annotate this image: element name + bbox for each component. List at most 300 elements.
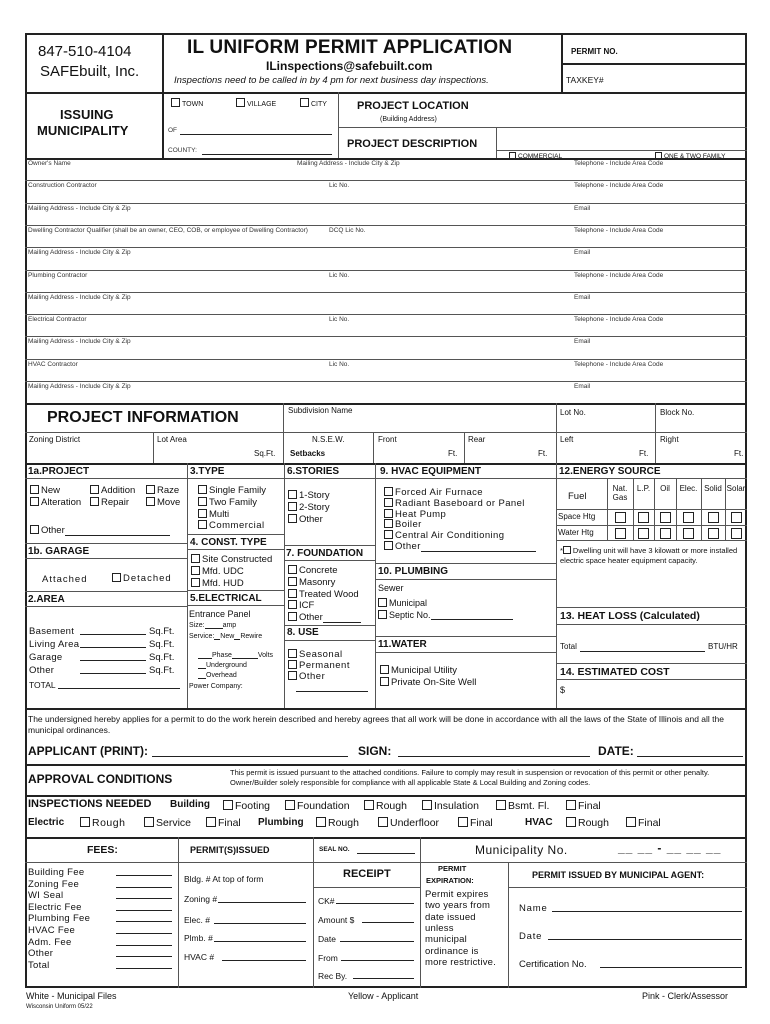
expiration-title-2: EXPIRATION: xyxy=(426,876,474,885)
other-foundation-option[interactable]: Other xyxy=(288,612,361,623)
project-location-label: PROJECT LOCATION xyxy=(357,100,469,112)
hvac-option-2[interactable] xyxy=(384,509,446,520)
divider xyxy=(655,403,656,463)
plumbing-rough-checkbox[interactable] xyxy=(316,817,326,827)
energy-checkbox-0-2[interactable] xyxy=(660,512,671,523)
divider xyxy=(556,663,747,664)
insulation-option[interactable]: Insulation xyxy=(422,800,479,812)
hvac-rough-checkbox[interactable] xyxy=(566,817,576,827)
municipal-utility-checkbox[interactable] xyxy=(380,665,389,674)
hvac-final-option[interactable]: Final xyxy=(626,817,661,829)
multi-option[interactable]: Multi xyxy=(198,509,229,520)
contact-input-field[interactable] xyxy=(28,324,568,335)
fee-label-8: Total xyxy=(28,959,50,971)
panel-size-row: Size: amp xyxy=(189,622,237,629)
electric-final-option[interactable]: Final xyxy=(206,817,241,829)
area-living-label: Living Area xyxy=(29,639,80,650)
divider xyxy=(187,534,284,535)
area-basement-field[interactable] xyxy=(80,626,146,635)
town-option[interactable]: TOWN xyxy=(171,98,203,108)
lot-area-label: Lot Area xyxy=(157,435,187,444)
energy-checkbox-1-0[interactable] xyxy=(615,528,626,539)
commercial-checkbox[interactable] xyxy=(509,152,516,159)
contact-row-divider xyxy=(25,292,747,293)
energy-checkbox-1-1[interactable] xyxy=(638,528,649,539)
site-constructed-option[interactable]: Site Constructed xyxy=(191,554,272,565)
contact-input-field[interactable] xyxy=(28,369,568,380)
single-family-option[interactable]: Single Family xyxy=(198,485,266,496)
permit-elec-field[interactable] xyxy=(214,915,306,924)
energy-checkbox-1-4[interactable] xyxy=(708,528,719,539)
fees-title: FEES: xyxy=(87,844,118,856)
other-story-checkbox[interactable] xyxy=(288,514,297,523)
divider xyxy=(284,560,375,561)
contact-mid-label: Lic No. xyxy=(329,182,350,190)
divider xyxy=(187,463,188,708)
divider xyxy=(556,540,747,541)
white-copy-label: White - Municipal Files xyxy=(26,991,117,1001)
alteration-option[interactable]: Alteration xyxy=(30,497,81,508)
addition-checkbox[interactable] xyxy=(90,485,99,494)
permit-zoning-field[interactable] xyxy=(218,894,306,903)
from-field[interactable] xyxy=(341,953,414,961)
move-checkbox[interactable] xyxy=(146,497,155,506)
lot-area-unit: Sq.Ft. xyxy=(254,449,276,458)
contact-row-divider xyxy=(25,336,747,337)
declaration-text: The undersigned hereby applies for a permit to do the work herein described and hereby agrees that all work will be done in accordance with all the laws of the State of Illinois and all the municipal ordinances. xyxy=(28,714,724,736)
other-use-checkbox[interactable] xyxy=(288,671,297,680)
energy-checkbox-1-5[interactable] xyxy=(731,528,742,539)
divider xyxy=(283,403,284,463)
form-title: IL UNIFORM PERMIT APPLICATION xyxy=(187,37,513,58)
certification-field[interactable] xyxy=(600,959,742,968)
hvac-label-1: Radiant Baseboard or Panel xyxy=(395,497,525,509)
divider xyxy=(375,563,556,564)
commercial-option[interactable]: COMMERCIAL xyxy=(509,152,562,161)
foundation-inspection-checkbox[interactable] xyxy=(285,800,295,810)
expiration-line-1: two years from xyxy=(425,900,491,912)
commercial-type-option[interactable]: Commercial xyxy=(198,520,265,531)
permits-issued-title: PERMIT(S)ISSUED xyxy=(190,845,270,855)
underground-field[interactable] xyxy=(198,663,206,669)
single-family-checkbox[interactable] xyxy=(198,485,207,494)
cost-dollar-sign: $ xyxy=(560,685,566,695)
other-foundation-checkbox[interactable] xyxy=(288,612,297,621)
divider xyxy=(338,127,747,128)
area-basement-label: Basement xyxy=(29,626,75,637)
two-family-option[interactable]: Two Family xyxy=(198,497,257,508)
permit-hvac-field[interactable] xyxy=(222,952,306,961)
other-story-option[interactable]: Other xyxy=(288,514,323,525)
plumbing-rough-option[interactable]: Rough xyxy=(316,817,359,829)
contact-right-label: Email xyxy=(574,249,591,257)
building-final-checkbox[interactable] xyxy=(566,800,576,810)
hvac-checkbox-3[interactable] xyxy=(384,519,393,528)
hvac-inspection-label: HVAC xyxy=(525,817,553,828)
energy-checkbox-1-2[interactable] xyxy=(660,528,671,539)
divider xyxy=(464,432,465,463)
divider xyxy=(25,606,187,607)
divider xyxy=(284,625,375,626)
mfd-hud-option[interactable]: Mfd. HUD xyxy=(191,578,244,589)
permit-zoning-label: Zoning # xyxy=(184,894,218,904)
seal-no-field[interactable] xyxy=(357,846,415,854)
other-use-field[interactable] xyxy=(296,686,368,692)
right-label: Right xyxy=(660,435,679,444)
municipality-no-field[interactable]: __ __ - __ __ __ xyxy=(618,841,722,855)
energy-checkbox-0-3[interactable] xyxy=(683,512,694,523)
two-story-checkbox[interactable] xyxy=(288,502,297,511)
contact-input-field[interactable] xyxy=(28,391,568,402)
area-basement-unit: Sq.Ft. xyxy=(149,626,175,637)
alteration-checkbox[interactable] xyxy=(30,497,39,506)
private-well-checkbox[interactable] xyxy=(380,677,389,686)
seasonal-checkbox[interactable] xyxy=(288,649,297,658)
divider xyxy=(25,558,187,559)
new-checkbox[interactable] xyxy=(30,485,39,494)
electric-heat-checkbox[interactable] xyxy=(563,546,571,554)
expiration-line-0: Permit expires xyxy=(425,889,489,900)
permit-no-label: PERMIT NO. xyxy=(571,47,618,56)
raze-option[interactable]: Raze xyxy=(146,485,179,496)
treated-wood-checkbox[interactable] xyxy=(288,589,297,598)
divider xyxy=(556,624,747,625)
concrete-checkbox[interactable] xyxy=(288,565,297,574)
two-story-option[interactable]: 2-Story xyxy=(288,502,330,513)
left-unit: Ft. xyxy=(639,449,649,458)
signature-field[interactable] xyxy=(398,746,590,757)
phase-field[interactable] xyxy=(198,653,212,659)
hvac-option-4[interactable] xyxy=(384,530,504,541)
electric-rough-checkbox[interactable] xyxy=(80,817,90,827)
contact-label: Mailing Address - Include City & Zip xyxy=(28,204,131,212)
contact-mid-label: Lic No. xyxy=(329,271,350,279)
divider xyxy=(25,862,747,863)
plumbing-inspection-label: Plumbing xyxy=(258,817,304,828)
service-checkbox[interactable] xyxy=(144,817,154,827)
mfd-udc-option[interactable]: Mfd. UDC xyxy=(191,566,244,577)
hvac-other-field[interactable] xyxy=(421,544,536,552)
energy-col-5: Solar xyxy=(726,484,746,493)
divider xyxy=(313,837,314,988)
date-field[interactable] xyxy=(637,746,743,757)
repair-checkbox[interactable] xyxy=(90,497,99,506)
area-total-label: TOTAL xyxy=(29,680,56,690)
building-address-label: (Building Address) xyxy=(380,116,437,123)
new-option[interactable]: New xyxy=(30,485,60,496)
hvac-checkbox-5[interactable] xyxy=(384,541,393,550)
hvac-checkbox-0[interactable] xyxy=(384,487,393,496)
insulation-checkbox[interactable] xyxy=(422,800,432,810)
footing-checkbox[interactable] xyxy=(223,800,233,810)
bsmt-fl-option[interactable]: Bsmt. Fl. xyxy=(496,800,549,812)
one-two-family-option[interactable]: ONE & TWO FAMILY xyxy=(655,152,726,161)
applicant-label: APPLICANT (PRINT): xyxy=(28,744,148,758)
area-living-field[interactable] xyxy=(80,639,146,648)
service-option[interactable]: Service xyxy=(144,817,191,829)
site-constructed-checkbox[interactable] xyxy=(191,554,200,563)
contact-input-field[interactable] xyxy=(28,168,568,179)
expiration-line-2: date issued xyxy=(425,911,476,923)
underfloor-checkbox[interactable] xyxy=(378,817,388,827)
contact-input-field[interactable] xyxy=(28,213,568,224)
municipal-utility-option[interactable]: Municipal Utility xyxy=(380,665,457,676)
fee-field-5[interactable] xyxy=(116,925,172,934)
stories-title: 6.STORIES xyxy=(287,466,340,477)
lot-no-label: Lot No. xyxy=(560,408,586,417)
divider xyxy=(375,579,556,580)
taxkey-label: TAXKEY# xyxy=(566,75,604,85)
divider xyxy=(162,33,164,158)
fee-field-2[interactable] xyxy=(116,890,172,899)
fee-field-8[interactable] xyxy=(116,960,172,969)
area-living-unit: Sq.Ft. xyxy=(149,639,175,650)
underground-row: Underground xyxy=(198,662,247,669)
inspection-notice: Inspections need to be called in by 4 pm for next business day inspections. xyxy=(174,75,489,86)
footing-option[interactable]: Footing xyxy=(223,800,270,812)
rec-by-field[interactable] xyxy=(353,971,414,979)
one-story-option[interactable]: 1-Story xyxy=(288,490,330,501)
area-total-field[interactable] xyxy=(58,680,180,689)
septic-checkbox[interactable] xyxy=(378,610,387,619)
use-title: 8. USE xyxy=(287,627,319,638)
energy-checkbox-0-1[interactable] xyxy=(638,512,649,523)
village-checkbox[interactable] xyxy=(236,98,245,107)
front-unit: Ft. xyxy=(448,449,458,458)
estimated-cost-title: 14. ESTIMATED COST xyxy=(560,666,670,678)
project-description-label: PROJECT DESCRIPTION xyxy=(347,138,478,150)
permanent-checkbox[interactable] xyxy=(288,660,297,669)
other-use-option[interactable]: Other xyxy=(288,671,325,682)
contact-label: Owner's Name xyxy=(28,160,71,167)
contact-row-divider xyxy=(25,203,747,204)
other-project-field[interactable] xyxy=(65,528,170,536)
multi-checkbox[interactable] xyxy=(198,509,207,518)
other-foundation-field[interactable] xyxy=(323,615,361,623)
hvac-rough-option[interactable]: Rough xyxy=(566,817,609,829)
municipal-sewer-option[interactable]: Municipal xyxy=(378,598,427,608)
receipt-date-field[interactable] xyxy=(340,934,414,942)
heat-loss-field[interactable] xyxy=(580,644,705,652)
phase-row: Phase Volts xyxy=(198,652,273,659)
seal-no-label: SEAL NO. xyxy=(319,846,350,853)
contact-input-field[interactable] xyxy=(28,190,568,201)
receipt-date-label: Date xyxy=(318,934,336,944)
const-type-title: 4. CONST. TYPE xyxy=(190,537,267,548)
city-checkbox[interactable] xyxy=(300,98,309,107)
hvac-title: 9. HVAC EQUIPMENT xyxy=(380,466,481,477)
village-option[interactable]: VILLAGE xyxy=(236,98,276,108)
icf-checkbox[interactable] xyxy=(288,600,297,609)
permit-hvac-label: HVAC # xyxy=(184,952,215,962)
hvac-label-5: Other xyxy=(395,541,421,552)
divider xyxy=(187,549,284,550)
contact-input-field[interactable] xyxy=(28,346,568,357)
area-other-unit: Sq.Ft. xyxy=(149,665,175,676)
addition-option[interactable]: Addition xyxy=(90,485,135,496)
rec-by-label: Rec By. xyxy=(318,971,348,981)
electric-rough-option[interactable]: Rough xyxy=(80,817,125,829)
septic-option[interactable]: Septic No. xyxy=(378,610,513,620)
town-checkbox[interactable] xyxy=(171,98,180,107)
plumbing-title: 10. PLUMBING xyxy=(378,566,449,577)
agent-date-field[interactable] xyxy=(548,931,742,940)
raze-checkbox[interactable] xyxy=(146,485,155,494)
hvac-checkbox-1[interactable] xyxy=(384,498,393,507)
entrance-panel-label: Entrance Panel xyxy=(189,609,251,619)
volts-field[interactable] xyxy=(232,653,258,659)
contact-label: Electrical Contractor xyxy=(28,316,87,324)
fee-field-0[interactable] xyxy=(116,867,172,876)
permanent-option[interactable]: Permanent xyxy=(288,660,350,671)
fee-label-6: Adm. Fee xyxy=(28,936,72,948)
nsew-label: N.S.E.W. xyxy=(312,435,345,444)
treated-wood-option[interactable]: Treated Wood xyxy=(288,589,359,600)
applicant-field[interactable] xyxy=(152,746,348,757)
area-other-label: Other xyxy=(29,665,55,676)
divider xyxy=(25,764,747,766)
area-garage-field[interactable] xyxy=(80,652,146,661)
building-final-option[interactable]: Final xyxy=(566,800,601,812)
contact-input-field[interactable] xyxy=(28,235,568,246)
contact-right-label: Telephone - Include Area Code xyxy=(574,160,664,167)
bsmt-fl-checkbox[interactable] xyxy=(496,800,506,810)
fee-field-7[interactable] xyxy=(116,948,172,957)
hvac-checkbox-2[interactable] xyxy=(384,509,393,518)
other-project-checkbox[interactable] xyxy=(30,525,39,534)
btu-unit: BTU/HR xyxy=(708,642,738,651)
energy-source-title: 12.ENERGY SOURCE xyxy=(559,466,661,477)
area-garage-unit: Sq.Ft. xyxy=(149,652,175,663)
mfd-hud-checkbox[interactable] xyxy=(191,578,200,587)
inspections-title: INSPECTIONS NEEDED xyxy=(28,798,152,810)
amount-field[interactable] xyxy=(362,915,414,923)
expiration-line-4: municipal xyxy=(425,934,467,946)
energy-checkbox-0-0[interactable] xyxy=(615,512,626,523)
county-field[interactable] xyxy=(202,147,332,155)
one-two-family-checkbox[interactable] xyxy=(655,152,662,159)
concrete-option[interactable]: Concrete xyxy=(288,565,338,576)
underfloor-option[interactable]: Underfloor xyxy=(378,817,439,829)
repair-option[interactable]: Repair xyxy=(90,497,129,508)
contact-input-field[interactable] xyxy=(28,302,568,313)
receipt-title: RECEIPT xyxy=(343,868,391,880)
divider xyxy=(375,636,556,637)
contact-right-label: Email xyxy=(574,338,591,346)
of-field[interactable] xyxy=(180,127,332,135)
contact-input-field[interactable] xyxy=(28,257,568,268)
overhead-field[interactable] xyxy=(198,673,206,679)
municipal-sewer-checkbox[interactable] xyxy=(378,598,387,607)
hvac-final-checkbox[interactable] xyxy=(626,817,636,827)
area-garage-label: Garage xyxy=(29,652,63,663)
fee-field-1[interactable] xyxy=(116,879,172,888)
agent-name-field[interactable] xyxy=(552,903,742,912)
contact-label: Mailing Address - Include City & Zip xyxy=(28,383,131,390)
divider xyxy=(25,478,747,479)
move-option[interactable]: Move xyxy=(146,497,180,508)
divider xyxy=(284,640,375,641)
hvac-label-4: Central Air Conditioning xyxy=(395,530,505,542)
seasonal-option[interactable]: Seasonal xyxy=(288,649,343,660)
ck-field[interactable] xyxy=(336,896,414,904)
divider xyxy=(508,862,509,988)
water-title: 11.WATER xyxy=(378,639,427,650)
commercial-type-checkbox[interactable] xyxy=(198,520,207,529)
ck-label: CK# xyxy=(318,896,335,906)
energy-checkbox-1-3[interactable] xyxy=(683,528,694,539)
icf-option[interactable]: ICF xyxy=(288,600,314,611)
divider xyxy=(556,509,747,510)
contact-label: Mailing Address - Include City & Zip xyxy=(28,249,131,257)
masonry-checkbox[interactable] xyxy=(288,577,297,586)
rear-unit: Ft. xyxy=(538,449,548,458)
building-rough-checkbox[interactable] xyxy=(364,800,374,810)
foundation-inspection-option[interactable]: Foundation xyxy=(285,800,350,812)
hvac-option-0[interactable] xyxy=(384,487,483,498)
divider xyxy=(420,837,421,862)
divider xyxy=(556,525,747,526)
city-option[interactable]: CITY xyxy=(300,98,327,108)
septic-number-field[interactable] xyxy=(431,612,513,620)
divider xyxy=(556,463,557,708)
hvac-checkbox-4[interactable] xyxy=(384,530,393,539)
plumbing-final-checkbox[interactable] xyxy=(458,817,468,827)
masonry-option[interactable]: Masonry xyxy=(288,577,335,588)
divider xyxy=(153,432,154,463)
hvac-option-1[interactable] xyxy=(384,498,525,509)
hvac-option-5[interactable] xyxy=(384,541,536,552)
plumbing-final-option[interactable]: Final xyxy=(458,817,493,829)
detached-option[interactable]: Detached xyxy=(112,573,172,584)
divider xyxy=(373,432,374,463)
contact-input-field[interactable] xyxy=(28,280,568,291)
energy-checkbox-0-4[interactable] xyxy=(708,512,719,523)
one-story-checkbox[interactable] xyxy=(288,490,297,499)
fee-field-4[interactable] xyxy=(116,913,172,922)
divider xyxy=(178,837,179,988)
mfd-udc-checkbox[interactable] xyxy=(191,566,200,575)
energy-checkbox-0-5[interactable] xyxy=(731,512,742,523)
other-project-option[interactable]: Other xyxy=(30,525,170,536)
divider xyxy=(25,795,747,797)
hvac-option-3[interactable] xyxy=(384,519,422,530)
divider xyxy=(375,652,556,653)
yellow-copy-label: Yellow - Applicant xyxy=(348,991,419,1001)
setbacks-label: Setbacks xyxy=(290,449,326,458)
electric-final-checkbox[interactable] xyxy=(206,817,216,827)
contact-right-label: Telephone - Include Area Code xyxy=(574,360,664,368)
private-well-option[interactable]: Private On-Site Well xyxy=(380,677,476,688)
fee-field-3[interactable] xyxy=(116,902,172,911)
contact-label: Mailing Address - Include City & Zip xyxy=(28,338,131,346)
detached-checkbox[interactable] xyxy=(112,573,121,582)
contact-right-label: Email xyxy=(574,383,591,390)
fee-label-1: Zoning Fee xyxy=(28,878,80,890)
fee-field-6[interactable] xyxy=(116,937,172,946)
hvac-label-0: Forced Air Furnace xyxy=(395,487,483,498)
bldg-number-label: Bldg. # At top of form xyxy=(184,874,264,884)
agent-title: PERMIT ISSUED BY MUNICIPAL AGENT: xyxy=(532,870,705,880)
permit-plmb-field[interactable] xyxy=(214,933,306,942)
amp-field[interactable] xyxy=(205,623,223,629)
sign-label: SIGN: xyxy=(358,744,392,758)
two-family-checkbox[interactable] xyxy=(198,497,207,506)
area-other-field[interactable] xyxy=(80,665,146,674)
sewer-label: Sewer xyxy=(378,583,404,593)
hvac-label-3: Boiler xyxy=(395,519,422,531)
building-rough-option[interactable]: Rough xyxy=(364,800,407,812)
